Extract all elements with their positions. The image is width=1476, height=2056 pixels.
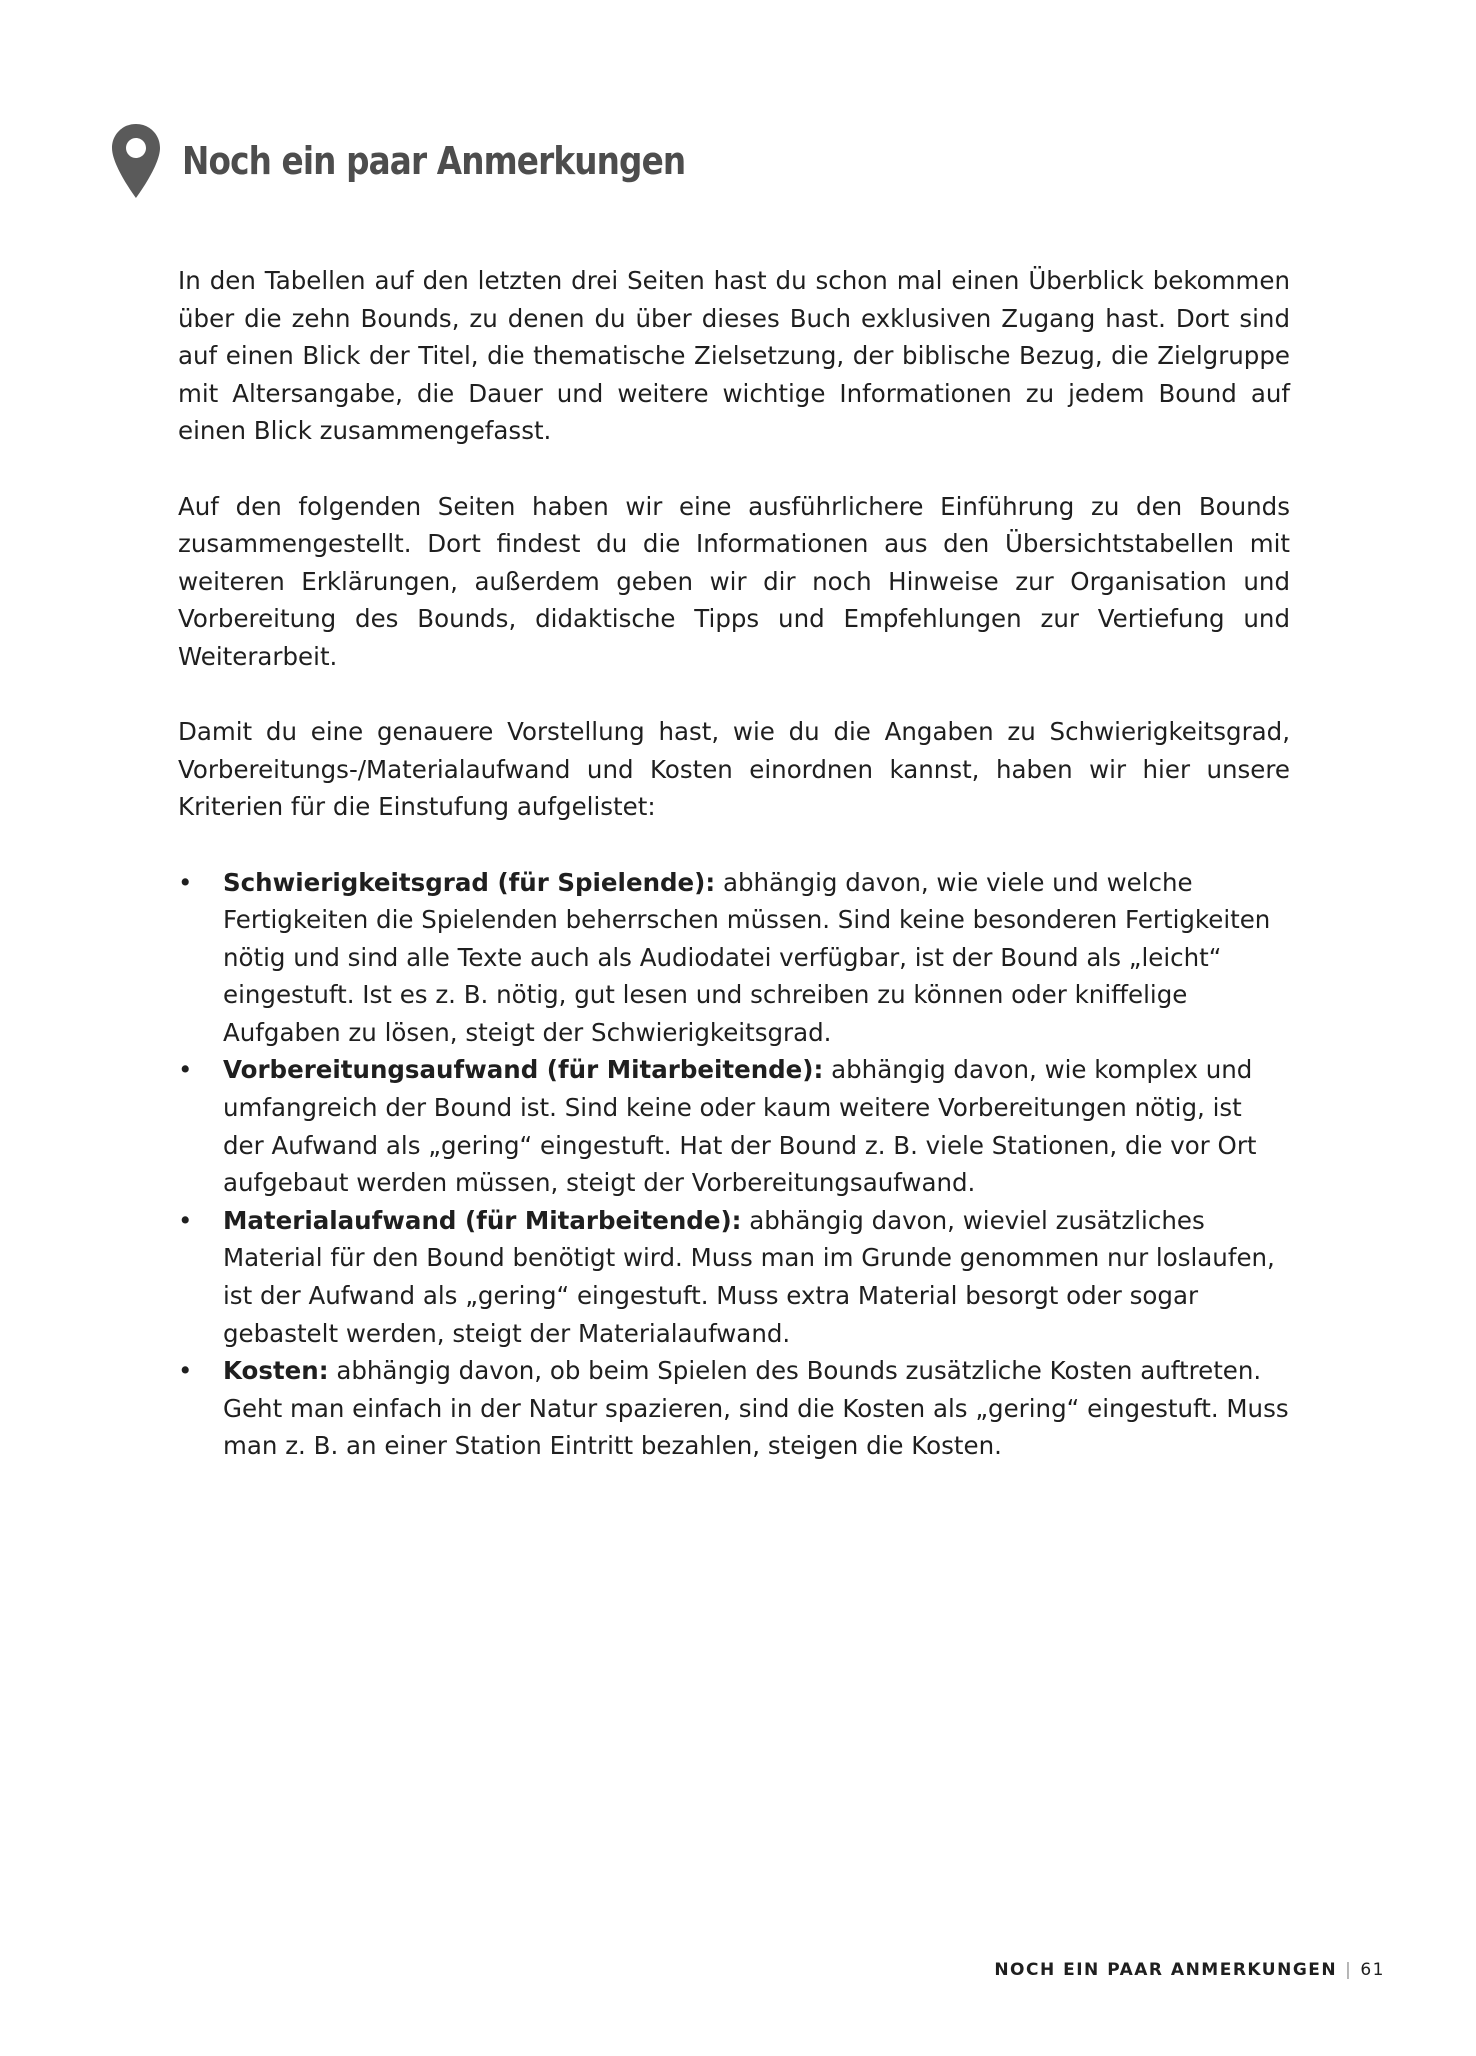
footer-separator: |: [1345, 1960, 1353, 1980]
criteria-term: Kosten:: [223, 1356, 329, 1386]
criteria-term: Schwierigkeitsgrad (für Spielende):: [223, 867, 716, 897]
paragraph-overview: Auf den folgenden Seiten haben wir eine ausführlichere Einführung zu den Bounds zusammengestellt. Dort findest du die Informationen aus den Übersichtstabellen mit weiteren Erklärungen, außerdem geben wir dir noch Hinweise zur Organisation und Vorbereitung des Bounds, didaktische Tipps und Empfehlungen zur Vertiefung und Weiterarbeit.: [178, 491, 1290, 671]
criteria-term: Vorbereitungsaufwand (für Mitarbeitende):: [223, 1055, 824, 1085]
list-item: [178, 1352, 1290, 1465]
bullet: •: [178, 1205, 193, 1235]
map-pin-icon: [110, 122, 162, 200]
criteria-description: abhängig davon, wie viele und welche Fertigkeiten die Spielenden beherrschen müssen. Sind keine besonderen Fertigkeiten nötig und sind alle Texte auch als Audiodatei verfügbar, ist der Bound als „leicht“ eingestuft. Ist es z. B. nötig, gut lesen und schreiben zu können oder kniffelige Aufgaben zu lösen, steigt der Schwierigkeitsgrad.: [223, 867, 1271, 1047]
bullet: •: [178, 1356, 193, 1386]
criteria-description: abhängig davon, ob beim Spielen des Bounds zusätzliche Kosten auftreten. Geht man einfach in der Natur spazieren, sind die Kosten als „gering“ eingestuft. Muss man z. B. an einer Station Eintritt bezahlen, steigen die Kosten.: [223, 1356, 1289, 1461]
list-item: [178, 1051, 1290, 1201]
bullet: •: [178, 867, 193, 897]
footer-section-title: NOCH EIN PAAR ANMERKUNGEN: [994, 1960, 1338, 1980]
page-heading: [110, 122, 767, 200]
body-text: [178, 262, 1290, 1465]
list-item: [178, 864, 1290, 1052]
bullet: •: [178, 1055, 193, 1085]
list-item: [178, 1202, 1290, 1352]
page-title: Noch ein paar Anmerkungen: [182, 139, 686, 183]
paragraph-criteria-intro: Damit du eine genauere Vorstellung hast, wie du die Angaben zu Schwierigkeitsgrad, Vorbereitungs-/Materialaufwand und Kosten einordnen kannst, haben wir hier unsere Kriterien für die Einstufung aufgelistet:: [178, 717, 1290, 822]
criteria-list: [178, 864, 1290, 1466]
page-footer: [994, 1960, 1385, 1980]
criteria-description: abhängig davon, wieviel zusätzliches Material für den Bound benötigt wird. Muss man im Grunde genommen nur loslaufen, ist der Aufwand als „gering“ eingestuft. Muss extra Material besorgt oder sogar gebastelt werden, steigt der Materialaufwand.: [223, 1205, 1275, 1348]
paragraph-intro: In den Tabellen auf den letzten drei Seiten hast du schon mal einen Überblick bekommen über die zehn Bounds, zu denen du über dieses Buch exklusiven Zugang hast. Dort sind auf einen Blick der Titel, die thematische Zielsetzung, der biblische Bezug, die Zielgruppe mit Altersangabe, die Dauer und weitere wichtige Informationen zu jedem Bound auf einen Blick zusammengefasst.: [178, 266, 1290, 446]
page-number: 61: [1360, 1960, 1385, 1980]
criteria-description: abhängig davon, wie komplex und umfangreich der Bound ist. Sind keine oder kaum weitere Vorbereitungen nötig, ist der Aufwand als „gering“ eingestuft. Hat der Bound z. B. viele Stationen, die vor Ort aufgebaut werden müssen, steigt der Vorbereitungsaufwand.: [223, 1055, 1257, 1198]
criteria-term: Materialaufwand (für Mitarbeitende):: [223, 1205, 742, 1235]
